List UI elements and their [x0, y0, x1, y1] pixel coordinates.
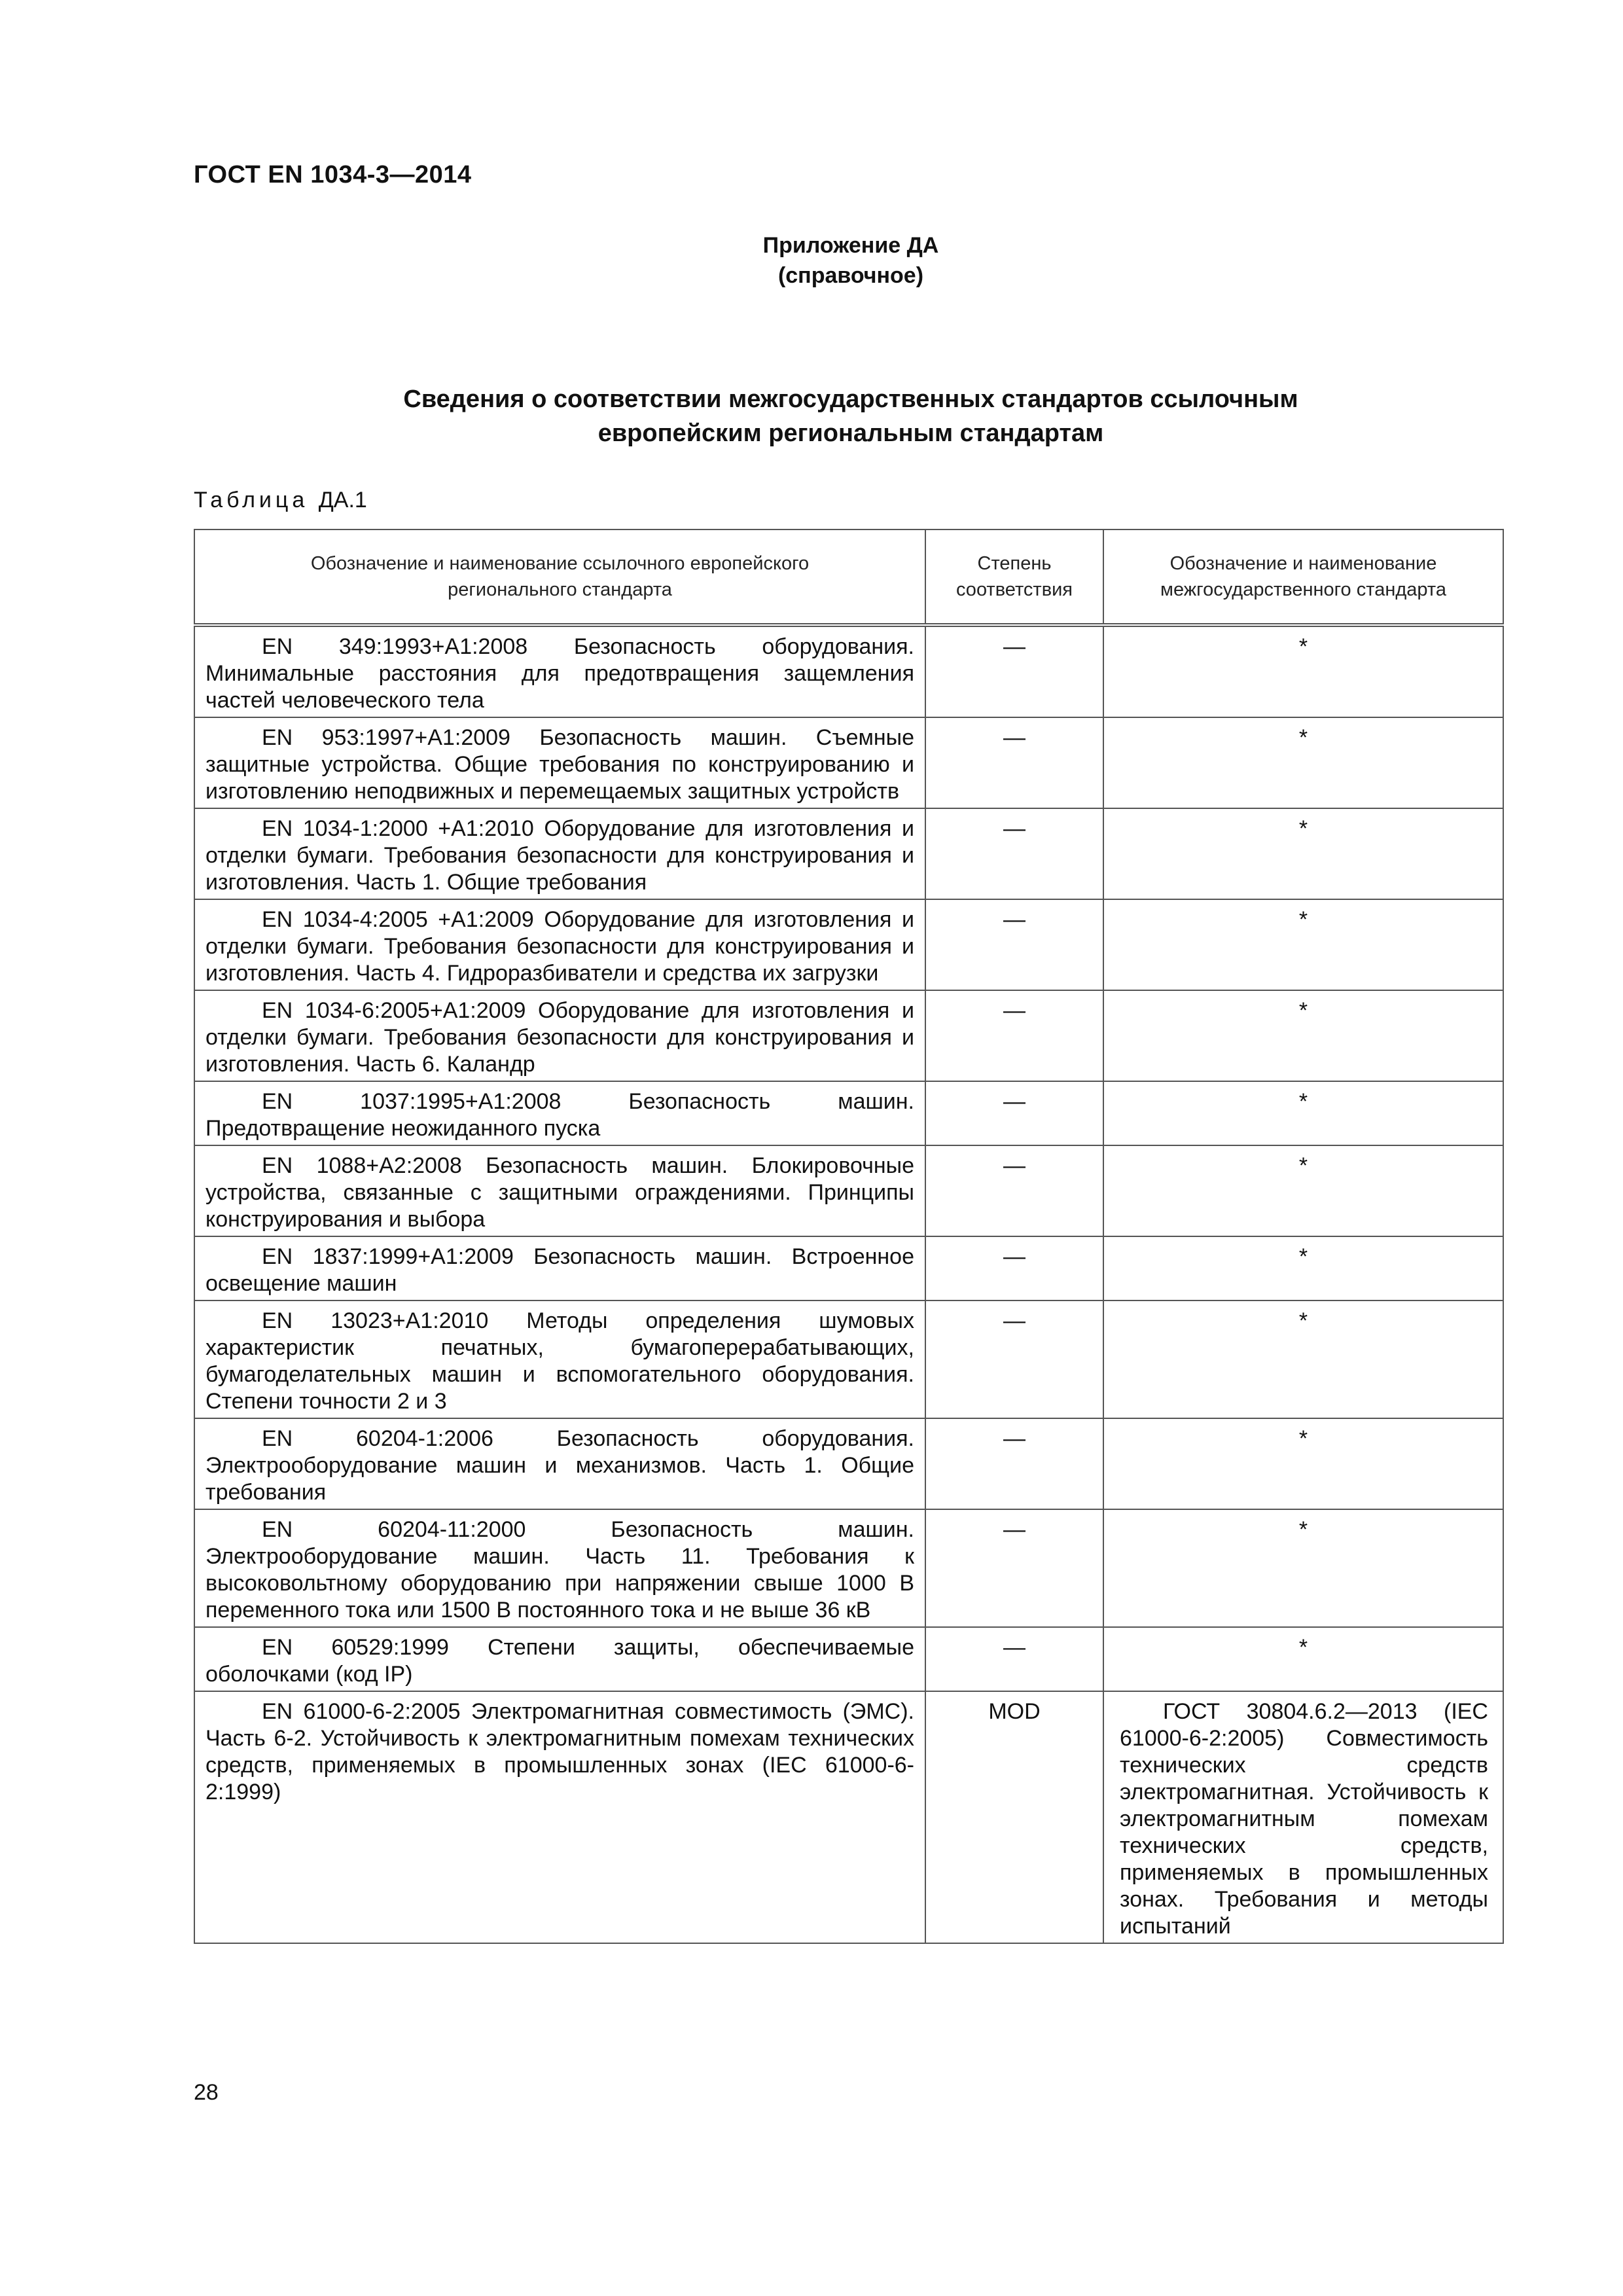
interstate-standard-cell: * — [1103, 990, 1503, 1081]
degree-cell: — — [925, 1145, 1103, 1236]
interstate-standard-cell: * — [1103, 899, 1503, 990]
page-number: 28 — [194, 2080, 219, 2105]
interstate-standard-cell: * — [1103, 625, 1503, 717]
interstate-standard-cell: * — [1103, 717, 1503, 808]
table-label — [194, 488, 367, 513]
degree-cell: — — [925, 1627, 1103, 1691]
reference-standard-cell: EN 1034-1:2000 +A1:2010 Оборудование для изготовления и отделки бумаги. Требования безопасности для конструирования и изготовления. Часть 1. Общие требования — [194, 808, 925, 899]
reference-standard-cell: EN 1034-6:2005+A1:2009 Оборудование для изготовления и отделки бумаги. Требования безопасности для конструирования и изготовления. Часть 6. Каландр — [194, 990, 925, 1081]
table-header-row — [194, 529, 1503, 625]
document-header: ГОСТ EN 1034-3—2014 — [194, 161, 472, 188]
header-reference-standard — [194, 529, 925, 625]
table-row — [194, 1300, 1503, 1418]
reference-standard-cell: EN 1837:1999+A1:2009 Безопасность машин. Встроенное освещение машин — [194, 1236, 925, 1300]
table-row — [194, 1418, 1503, 1509]
table-header — [194, 529, 1503, 625]
table-row — [194, 1627, 1503, 1691]
appendix-heading — [0, 230, 1623, 291]
degree-cell: — — [925, 625, 1103, 717]
reference-standard-cell: EN 61000-6-2:2005 Электромагнитная совместимость (ЭМС). Часть 6-2. Устойчивость к электромагнитным помехам технических средств, применяемых в промышленных зонах (IEC 61000-6-2:1999) — [194, 1691, 925, 1943]
header-interstate-line-1: Обозначение и наименование — [1169, 553, 1437, 574]
reference-standard-cell: EN 1037:1995+A1:2008 Безопасность машин. Предотвращение неожиданного пуска — [194, 1081, 925, 1145]
reference-standard-cell: EN 60204-11:2000 Безопасность машин. Электрооборудование машин. Часть 11. Требования к высоковольтному оборудованию при напряжении свыше 1000 В переменного тока или 1500 В постоянного тока и не выше 36 кВ — [194, 1509, 925, 1627]
degree-cell: — — [925, 808, 1103, 899]
header-degree-line-2: соответствия — [955, 579, 1073, 600]
table-row — [194, 1509, 1503, 1627]
table-body — [194, 625, 1503, 1943]
interstate-standard-cell: * — [1103, 1509, 1503, 1627]
table-row — [194, 1145, 1503, 1236]
header-degree-line-1: Степень — [977, 553, 1052, 574]
degree-cell: — — [925, 1236, 1103, 1300]
reference-standard-cell: EN 13023+A1:2010 Методы определения шумовых характеристик печатных, бумагоперерабатывающих, бумагоделательных машин и вспомогательного оборудования. Степени точности 2 и 3 — [194, 1300, 925, 1418]
section-title-line-2: европейским региональным стандартам — [597, 420, 1104, 447]
interstate-standard-cell: * — [1103, 1081, 1503, 1145]
appendix-title: Приложение ДА — [762, 233, 939, 258]
reference-standard-cell: EN 953:1997+A1:2009 Безопасность машин. Съемные защитные устройства. Общие требования по конструированию и изготовлению неподвижных и перемещаемых защитных устройств — [194, 717, 925, 808]
header-interstate-line-2: межгосударственного стандарта — [1160, 579, 1446, 600]
appendix-subtitle: (справочное) — [777, 263, 924, 288]
table-row — [194, 625, 1503, 717]
table-row — [194, 1081, 1503, 1145]
degree-cell: — — [925, 1300, 1103, 1418]
reference-standard-cell: EN 349:1993+A1:2008 Безопасность оборудования. Минимальные расстояния для предотвращения защемления частей человеческого тела — [194, 625, 925, 717]
degree-cell: — — [925, 899, 1103, 990]
interstate-standard-cell: * — [1103, 1627, 1503, 1691]
table-row — [194, 808, 1503, 899]
table-row — [194, 899, 1503, 990]
reference-standard-cell: EN 60529:1999 Степени защиты, обеспечиваемые оболочками (код IP) — [194, 1627, 925, 1691]
section-title — [0, 382, 1623, 450]
interstate-standard-cell: * — [1103, 1300, 1503, 1418]
correspondence-table — [194, 529, 1504, 1944]
degree-cell: MOD — [925, 1691, 1103, 1943]
degree-cell: — — [925, 990, 1103, 1081]
table-row — [194, 990, 1503, 1081]
degree-cell: — — [925, 1509, 1103, 1627]
section-title-line-1: Сведения о соответствии межгосударственных стандартов ссылочным — [403, 386, 1298, 413]
table-row — [194, 1691, 1503, 1943]
header-reference-line-1: Обозначение и наименование ссылочного европейского — [310, 553, 810, 574]
interstate-standard-cell: * — [1103, 1418, 1503, 1509]
interstate-standard-cell: * — [1103, 1145, 1503, 1236]
degree-cell: — — [925, 1081, 1103, 1145]
table-row — [194, 717, 1503, 808]
interstate-standard-cell: * — [1103, 1236, 1503, 1300]
header-degree — [925, 529, 1103, 625]
degree-cell: — — [925, 1418, 1103, 1509]
table-row — [194, 1236, 1503, 1300]
table-label-word: Таблица — [194, 488, 309, 512]
reference-standard-cell: EN 1034-4:2005 +A1:2009 Оборудование для изготовления и отделки бумаги. Требования безопасности для конструирования и изготовления. Часть 4. Гидроразбиватели и средства их загрузки — [194, 899, 925, 990]
interstate-standard-cell: * — [1103, 808, 1503, 899]
header-interstate-standard — [1103, 529, 1503, 625]
reference-standard-cell: EN 1088+A2:2008 Безопасность машин. Блокировочные устройства, связанные с защитными ограждениями. Принципы конструирования и выбора — [194, 1145, 925, 1236]
interstate-standard-cell: ГОСТ 30804.6.2—2013 (IEC 61000-6-2:2005) Совместимость технических средств электромагнитная. Устойчивость к электромагнитным помехам технических средств, применяемых в промышленных зонах. Требования и методы испытаний — [1103, 1691, 1503, 1943]
table-label-number: ДА.1 — [318, 488, 367, 512]
header-reference-line-2: регионального стандарта — [448, 579, 672, 600]
degree-cell: — — [925, 717, 1103, 808]
reference-standard-cell: EN 60204-1:2006 Безопасность оборудования. Электрооборудование машин и механизмов. Часть 1. Общие требования — [194, 1418, 925, 1509]
